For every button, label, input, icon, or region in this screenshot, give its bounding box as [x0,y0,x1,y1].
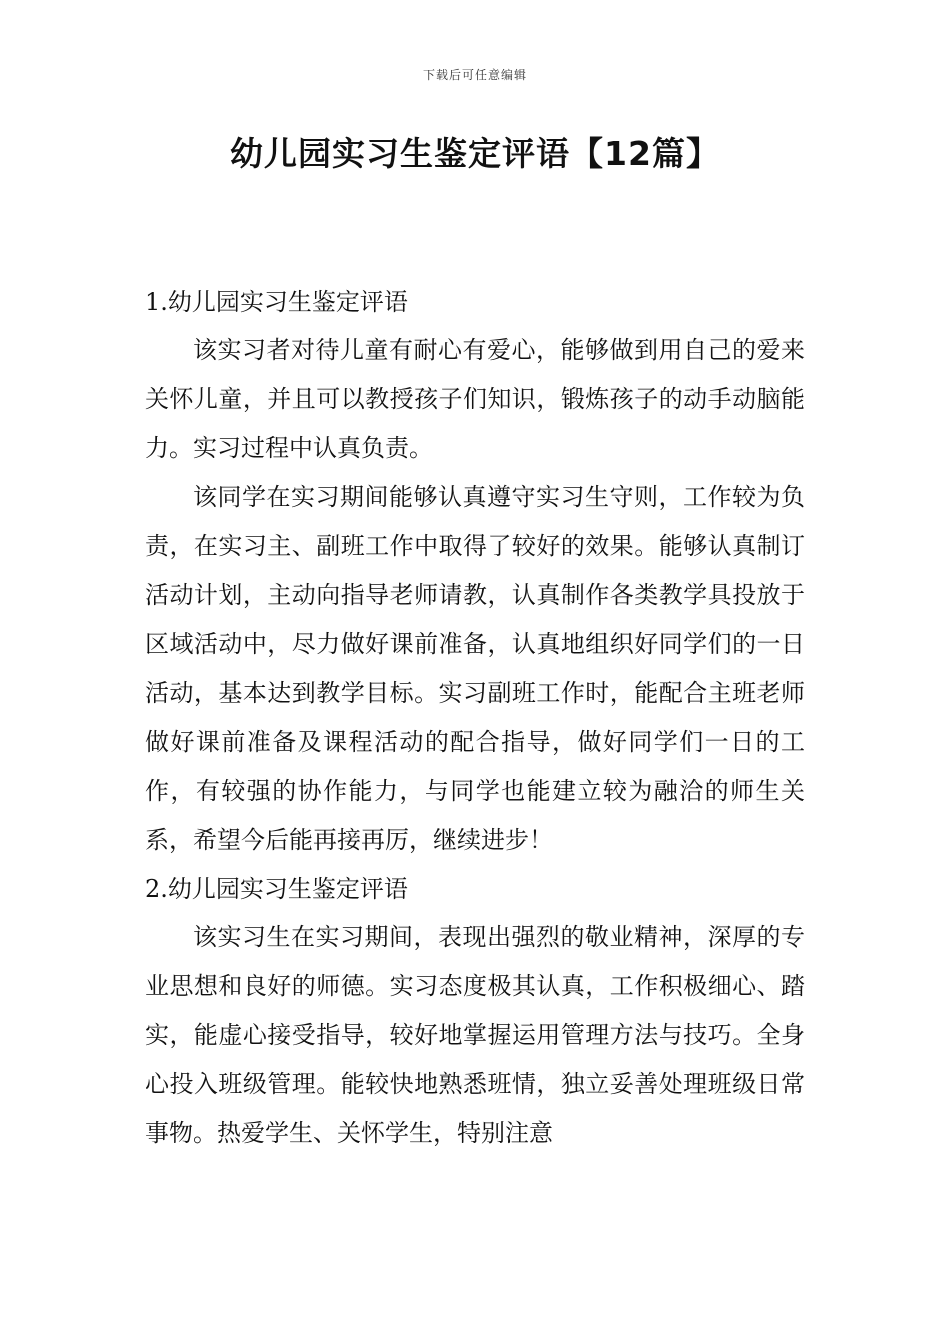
paragraph: 该实习者对待儿童有耐心有爱心，能够做到用自己的爱来关怀儿童，并且可以教授孩子们知识，锻炼孩子的动手动脑能力。实习过程中认真负责。 [145,336,805,462]
document-title: 幼儿园实习生鉴定评语【12篇】 [230,134,720,173]
paragraph: 该实习生在实习期间，表现出强烈的敬业精神，深厚的专业思想和良好的师德。实习态度极其认真，工作积极细心、踏实，能虚心接受指导，较好地掌握运用管理方法与技巧。全身心投入班级管理。能较快地熟悉班情，独立妥善处理班级日常事物。热爱学生、关怀学生，特别注意 [145,923,805,1147]
section-heading: 1.幼儿园实习生鉴定评语 [145,288,408,316]
section-2 [145,865,805,1158]
paragraph: 该同学在实习期间能够认真遵守实习生守则，工作较为负责，在实习主、副班工作中取得了较好的效果。能够认真制订活动计划，主动向指导老师请教，认真制作各类教学具投放于区域活动中，尽力做好课前准备，认真地组织好同学们的一日活动，基本达到教学目标。实习副班工作时，能配合主班老师做好课前准备及课程活动的配合指导，做好同学们一日的工作，有较强的协作能力，与同学也能建立较为融洽的师生关系，希望今后能再接再厉，继续进步！ [145,483,805,854]
section-1 [145,278,805,865]
document-body [145,278,805,1158]
section-heading: 2.幼儿园实习生鉴定评语 [145,875,408,903]
header-note: 下载后可任意编辑 [422,68,527,82]
